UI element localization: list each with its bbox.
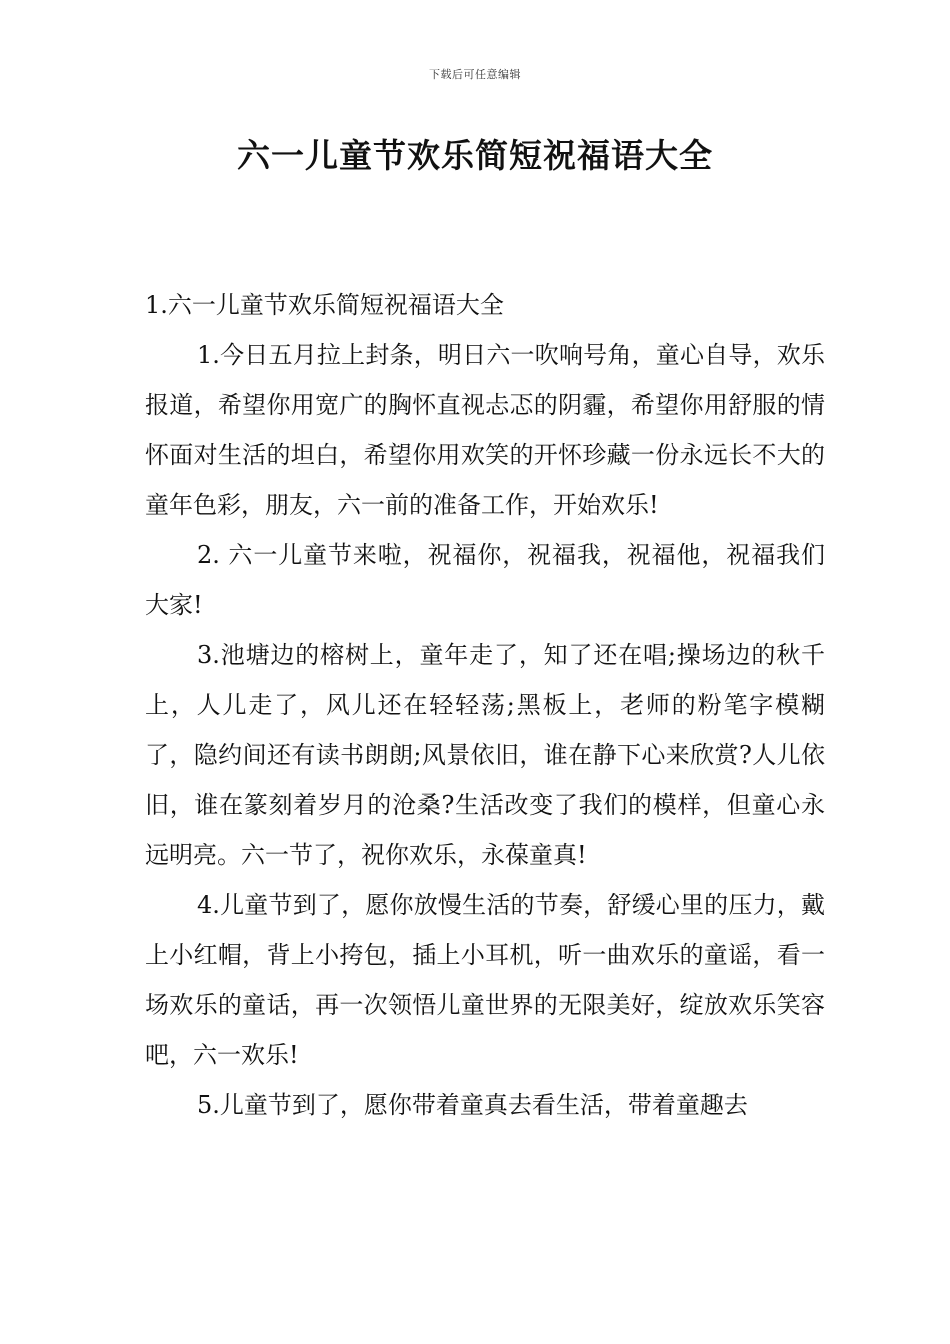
section-heading: 1.六一儿童节欢乐简短祝福语大全 bbox=[145, 291, 504, 319]
document-body bbox=[145, 280, 825, 1130]
paragraph-5: 5.儿童节到了，愿你带着童真去看生活，带着童趣去 bbox=[197, 1091, 748, 1119]
document-title: 六一儿童节欢乐简短祝福语大全 bbox=[237, 136, 713, 175]
paragraph-3: 3.池塘边的榕树上，童年走了，知了还在唱;操场边的秋千上，人儿走了，风儿还在轻轻荡;黑板上，老师的粉笔字模糊了，隐约间还有读书朗朗;风景依旧，谁在静下心来欣赏?人儿依旧，谁在篆刻着岁月的沧桑?生活改变了我们的模样，但童心永远明亮。六一节了，祝你欢乐，永葆童真! bbox=[145, 641, 825, 869]
header-note: 下载后可任意编辑 bbox=[429, 68, 521, 81]
paragraph-2: 2. 六一儿童节来啦，祝福你，祝福我，祝福他，祝福我们大家! bbox=[145, 541, 825, 619]
paragraph-4: 4.儿童节到了，愿你放慢生活的节奏，舒缓心里的压力，戴上小红帽，背上小挎包，插上小耳机，听一曲欢乐的童谣，看一场欢乐的童话，再一次领悟儿童世界的无限美好，绽放欢乐笑容吧，六一欢乐! bbox=[145, 891, 825, 1069]
paragraph-1: 1.今日五月拉上封条，明日六一吹响号角，童心自导，欢乐报道，希望你用宽广的胸怀直视忐忑的阴霾，希望你用舒服的情怀面对生活的坦白，希望你用欢笑的开怀珍藏一份永远长不大的童年色彩，朋友，六一前的准备工作，开始欢乐! bbox=[145, 341, 825, 519]
